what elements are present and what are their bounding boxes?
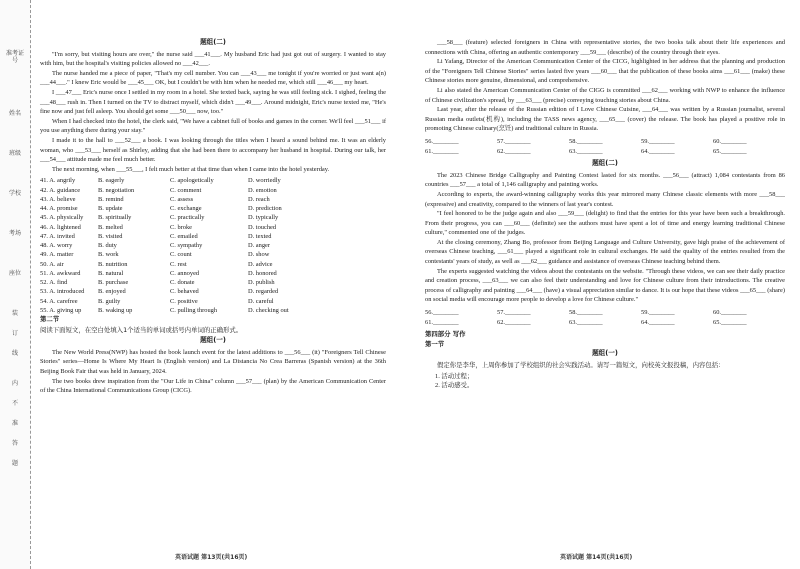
passage-paragraph: The 2023 Chinese Bridge Calligraphy and Painting Contest lasted for six months. ___56___ (attract) 1,084 contestants from 86 countries ___57___ a total of 1,146 calligraphy and painting works. — [425, 171, 785, 189]
answer-blank[interactable]: 56.________ — [425, 309, 459, 317]
answer-blank[interactable]: 65.________ — [713, 318, 747, 326]
passage-paragraph: Li also stated the American Communication Center of the CIGG is committed ___62___ working with NWP to enhance the influence of Chinese civilization's spread, by ___63___ (precise) conveying touching stories about China. — [425, 86, 785, 104]
section-title: 题组(二) — [200, 38, 226, 46]
right-column — [425, 38, 785, 391]
passage-paragraph: Last year, after the release of the Russian edition of I Love Chinese Cuisine, ___64___ was written by a Russian journalist, several Russian media outlets(机构), including the TASS news agency, ___65___ (cover) the release. The book has played a positive role in promoting Chinese culinary(烹饪) and traditional culture in Russia. — [425, 106, 785, 133]
passage-paragraph: The New World Press(NWP) has hosted the book launch event for the latest additions to ___56___ (it) "Foreigners Tell Chinese Stories" series—Home Is Where My Heart Is (English version) and La Distancia No Crea Barreras (Spanish version) at the 36th Beijing Book Fair that was held in January, 2024. — [40, 348, 386, 376]
passage-paragraph: "I feel honored to be the judge again and also ___59___ (delight) to find that the entries for this year have been such a breakthrough. From their progress, you can ___60___ (definite) see the authors must have spent a lot of time and energy learning traditional Chinese culture," commented one of the judges. — [425, 210, 785, 237]
passage-paragraph: "I'm sorry, but visiting hours are over," the nurse said ___41___. My husband Eric had just got out of surgery. I wanted to stay with him, but the hospital's visiting policies allowed no ___42___. — [40, 50, 386, 68]
answer-blank[interactable]: 56.________ — [425, 137, 459, 145]
options-list — [40, 176, 386, 315]
binding-label: 准 — [11, 420, 18, 427]
passage-paragraph: At the closing ceremony, Zhang Bo, professor from Beijing Language and Culture University, gave high praise of the achievement of overseas Chinese teaching, ___61___ played a significant role in cultural exchanges. He said the quality of the entries resulted from the contestants' years of study, as well as ___62___ guidance and assistance of overseas Chinese teaching behind them. — [425, 238, 785, 266]
answer-blank[interactable]: 59.________ — [641, 137, 675, 145]
passage-paragraph: I made it to the hall to ___52___ a book. I was looking through the titles when I heard a sound behind me. It was an elderly woman, who ___53___ herself as Shirley, adding that she had been there to accompany her husband in hospital. During our talk, her ___54___ attitude made me feel much better. — [40, 136, 386, 164]
binding-label: 准考证号 — [5, 50, 24, 64]
binding-margin — [0, 0, 31, 569]
option-row: 48. A. worry B. duty C. sympathy D. anger — [40, 242, 271, 250]
passage-paragraph: The next morning, when ___55___, I felt much better at that time than when I came into the hotel yesterday. — [52, 165, 330, 173]
section-title: 题组(一) — [592, 349, 618, 358]
answer-blank[interactable]: 63.________ — [569, 147, 603, 155]
option-row: 47. A. invited B. visited C. emailed D. texted — [40, 232, 272, 240]
option-row: 41. A. angrily B. eagerly C. apologetically D. worriedly — [40, 177, 281, 185]
task-point: 2. 活动感受。 — [435, 382, 474, 390]
section-title: 题组(一) — [200, 336, 226, 345]
answer-blank[interactable]: 60.________ — [713, 137, 747, 145]
section-title: 题组(二) — [592, 159, 618, 168]
binding-label: 不 — [11, 400, 18, 407]
passage-paragraph: When I had checked into the hotel, the clerk said, "We have a cabinet full of books and games in the corner. We'll feel ___51___ if you use anything there during your stay." — [40, 117, 386, 135]
binding-label: 座位 — [8, 270, 21, 277]
answer-blank[interactable]: 64.________ — [641, 318, 675, 326]
option-row: 45. A. physically B. spiritually C. practically D. typically — [40, 214, 279, 222]
option-row: 44. A. promise B. update C. exchange D. prediction — [40, 205, 282, 213]
passage-paragraph: The nurse handed me a piece of paper, "That's my cell number. You can ___43___ me tonight if you're worried or just want a(n) ___44___." I knew Eric would be ___45___ OK, but I couldn't be with him when he needed me, which still ___46___ my heart. — [40, 69, 386, 87]
answer-blank[interactable]: 59.________ — [641, 309, 675, 317]
answer-blank[interactable]: 62.________ — [497, 147, 531, 155]
task-point: 1. 活动过程； — [435, 372, 474, 380]
answer-blank[interactable]: 63.________ — [569, 318, 603, 326]
option-row: 46. A. lightened B. melted C. broke D. touched — [40, 223, 277, 231]
passage-paragraph: I ___47___ Eric's nurse once I settled in my room in a hotel. She texted back, saying he was still feeling sick. I sighed, feeling the ___48___ rush in. Then I turned on the TV to distract myself, which didn't ___49___. Around midnight, Eric's nurse texted me, "He's fine now and just fell asleep. You should get some ___50___ now, too." — [40, 88, 386, 116]
option-row: 49. A. matter B. work C. count D. show — [40, 251, 270, 259]
binding-label: 内 — [11, 380, 18, 387]
answer-blank[interactable]: 62.________ — [497, 318, 531, 326]
section-heading: 第四部分 写作 — [425, 330, 466, 339]
answer-blank[interactable]: 57.________ — [497, 309, 531, 317]
passage-paragraph: Li Yafang, Director of the American Communication Center of the CICG, highlighted in her address that the planning and production of the "Foreigners Tell Chinese Stories" series lasted five years ___60___ that the publication of these books aims ___61___ (make) these Chinese stories more genuine, dimensional, and comprehensive. — [425, 58, 785, 85]
section-subheading: 第一节 — [425, 339, 445, 348]
answer-grid — [425, 137, 785, 156]
left-column — [40, 38, 386, 396]
page-footer: 英语试题 第13页(共16页) — [175, 554, 248, 561]
option-row: 54. A. carefree B. guilty C. positive D. careful — [40, 297, 274, 305]
option-row: 51. A. awkward B. natural C. annoyed D. honored — [40, 269, 277, 277]
answer-blank[interactable]: 58.________ — [569, 309, 603, 317]
passage-paragraph: ___58___ (feature) selected foreigners in China with representative stories, the two books talk about their life experiences and connections with China, offering an authentic contemporary ___59___ (describe) of the country through their eyes. — [425, 39, 785, 56]
answer-blank[interactable]: 60.________ — [713, 309, 747, 317]
option-row: 52. A. find B. purchase C. donate D. publish — [40, 279, 275, 287]
binding-label: 考场 — [8, 230, 21, 237]
page-footer: 英语试题 第14页(共16页) — [560, 554, 633, 561]
task-points — [435, 372, 785, 391]
answer-blank[interactable]: 65.________ — [713, 147, 747, 155]
binding-label: 学校 — [8, 190, 21, 197]
binding-label: 装 — [11, 310, 18, 317]
binding-label: 题 — [11, 460, 18, 467]
section-heading: 第二节 — [40, 315, 60, 324]
option-row: 55. A. giving up B. waking up C. pulling through D. checking out — [40, 306, 289, 314]
passage-paragraph: The experts suggested watching the videos about the contestants on the website. "Through these videos, we can see their daily practice and creation process, ___63___ we can also feel their understanding and love for Chinese culture from their introductions. The creative process of calligraphy and painting ___64___ (have) a visual appreciation similar to dance. It is our hope that these videos ___65___ (share) on social media will encourage more people to develop a love for Chinese culture." — [425, 267, 785, 304]
passage-paragraph: The two books drew inspiration from the "Our Life in China" column ___57___ (plan) by the American Communication Center of the China International Communications Group (CICG). — [40, 377, 386, 395]
option-row: 50. A. air B. nutrition C. rest D. advice — [40, 260, 273, 268]
binding-label: 线 — [11, 350, 18, 357]
binding-label: 答 — [11, 440, 18, 447]
answer-blank[interactable]: 61.________ — [425, 318, 459, 326]
option-row: 53. A. introduced B. enjoyed C. behaved D. regarded — [40, 288, 279, 296]
answer-blank[interactable]: 58.________ — [569, 137, 603, 145]
passage-paragraph: According to experts, the award-winning calligraphy works this year mirrored many Chinese classic elements with more ___58___ (expressive) and creativity, compared to the winners of last year's contest. — [425, 190, 785, 208]
binding-label: 订 — [11, 330, 18, 337]
answer-grid — [425, 308, 785, 327]
answer-blank[interactable]: 61.________ — [425, 147, 459, 155]
option-row: 43. A. believe B. remind C. assess D. reach — [40, 195, 270, 203]
answer-blank[interactable]: 64.________ — [641, 147, 675, 155]
option-row: 42. A. guidance B. negotiation C. comment D. emotion — [40, 186, 277, 194]
writing-task: 假定你是李华，上周你参加了学校组织的社会实践活动。请写一篇短文，向校英文报投稿，内容包括： — [437, 362, 725, 369]
binding-label: 姓名 — [8, 110, 21, 117]
answer-blank[interactable]: 57.________ — [497, 137, 531, 145]
binding-label: 班级 — [8, 150, 21, 157]
instruction-text: 阅读下面短文，在空白处填入1个适当的单词或括号内单词的正确形式。 — [40, 325, 243, 334]
